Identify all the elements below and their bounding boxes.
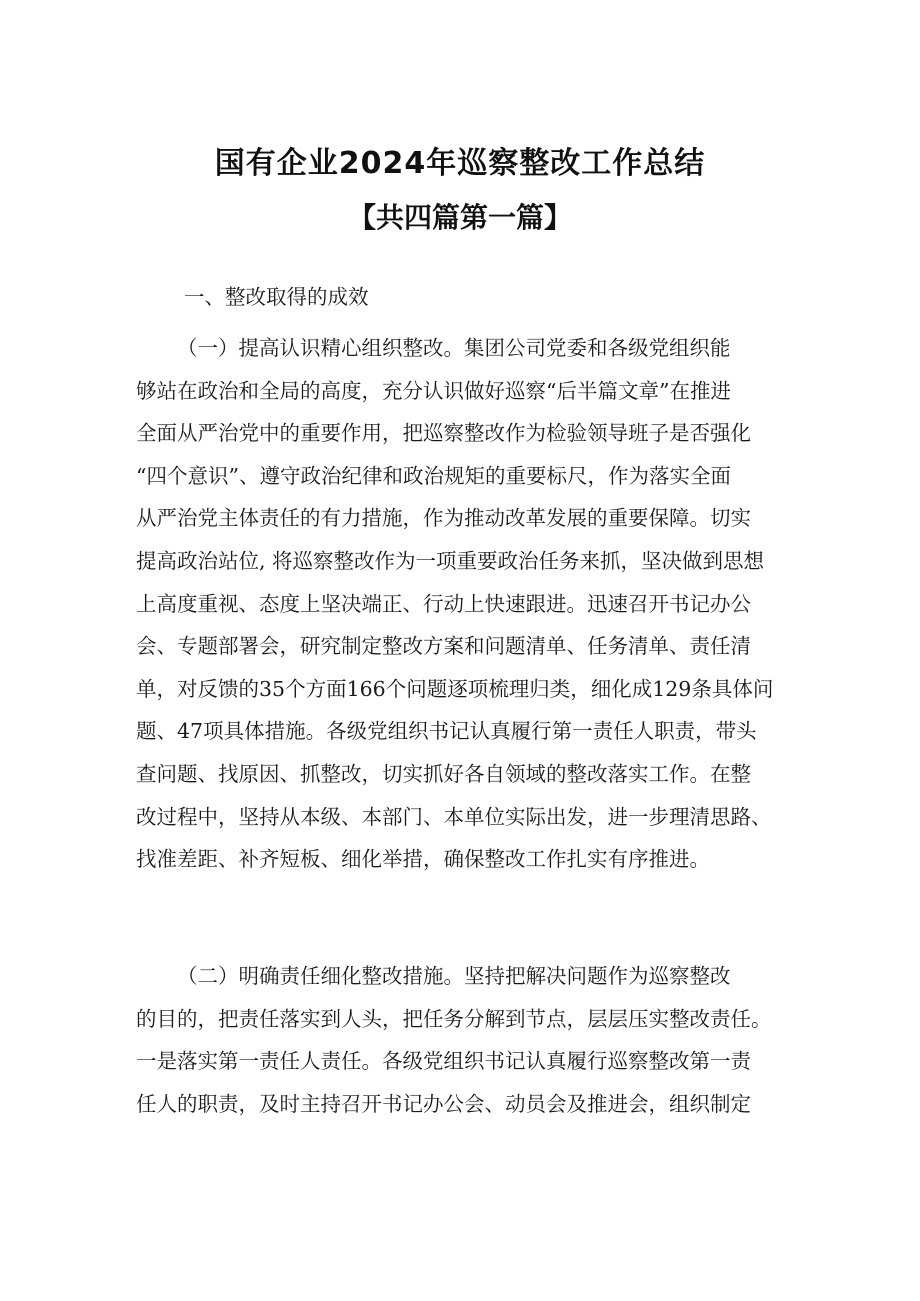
- paragraph-line: 改过程中，坚持从本级、本部门、本单位实际出发，进一步理清思路、: [136, 804, 772, 829]
- paragraph-line: 提高政治站位, 将巡察整改作为一项重要政治任务来抓，坚决做到思想: [136, 548, 765, 573]
- paragraph-1: [136, 327, 800, 881]
- paragraph-line: “四个意识”、遵守政治纪律和政治规矩的重要标尺，作为落实全面: [136, 463, 731, 488]
- paragraph-line: 全面从严治党中的重要作用，把巡察整改作为检验领导班子是否强化: [136, 421, 751, 446]
- section-heading: 一、整改取得的成效: [184, 285, 369, 309]
- paragraph-line: 单，对反馈的35个方面166个问题逐项梳理归类，细化成129条具体问: [136, 676, 774, 701]
- paragraph-line: 上高度重视、态度上坚决端正、行动上快速跟进。迅速召开书记办公: [136, 591, 751, 616]
- paragraph-line: 会、专题部署会，研究制定整改方案和问题清单、任务清单、责任清: [136, 634, 751, 659]
- paragraph-line: 找准差距、补齐短板、细化举措，确保整改工作扎实有序推进。: [136, 847, 710, 872]
- paragraph-line: 任人的职责，及时主持召开书记办公会、动员会及推进会，组织制定: [136, 1091, 751, 1116]
- paragraph-line: 的目的，把责任落实到人头，把任务分解到节点，层层压实整改责任。: [136, 1006, 772, 1031]
- paragraph-line: 够站在政治和全局的高度，充分认识做好巡察“后半篇文章”在推进: [136, 378, 731, 403]
- paragraph-line: 从严治党主体责任的有力措施，作为推动改革发展的重要保障。切实: [136, 506, 751, 531]
- paragraph-line: 一是落实第一责任人责任。各级党组织书记认真履行巡察整改第一责: [136, 1049, 751, 1074]
- paragraph-line: （一）提高认识精心组织整改。集团公司党委和各级党组织能: [177, 336, 731, 360]
- document-title: 国有企业2024年巡察整改工作总结: [214, 146, 706, 181]
- document-subtitle: 【共四篇第一篇】: [347, 201, 572, 234]
- paragraph-line: （二）明确责任细化整改措施。坚持把解决问题作为巡察整改: [177, 964, 731, 988]
- paragraph-2: [136, 955, 800, 1125]
- paragraph-line: 查问题、找原因、抓整改，切实抓好各自领域的整改落实工作。在整: [136, 761, 751, 786]
- paragraph-line: 题、47项具体措施。各级党组织书记认真履行第一责任人职责，带头: [136, 719, 757, 744]
